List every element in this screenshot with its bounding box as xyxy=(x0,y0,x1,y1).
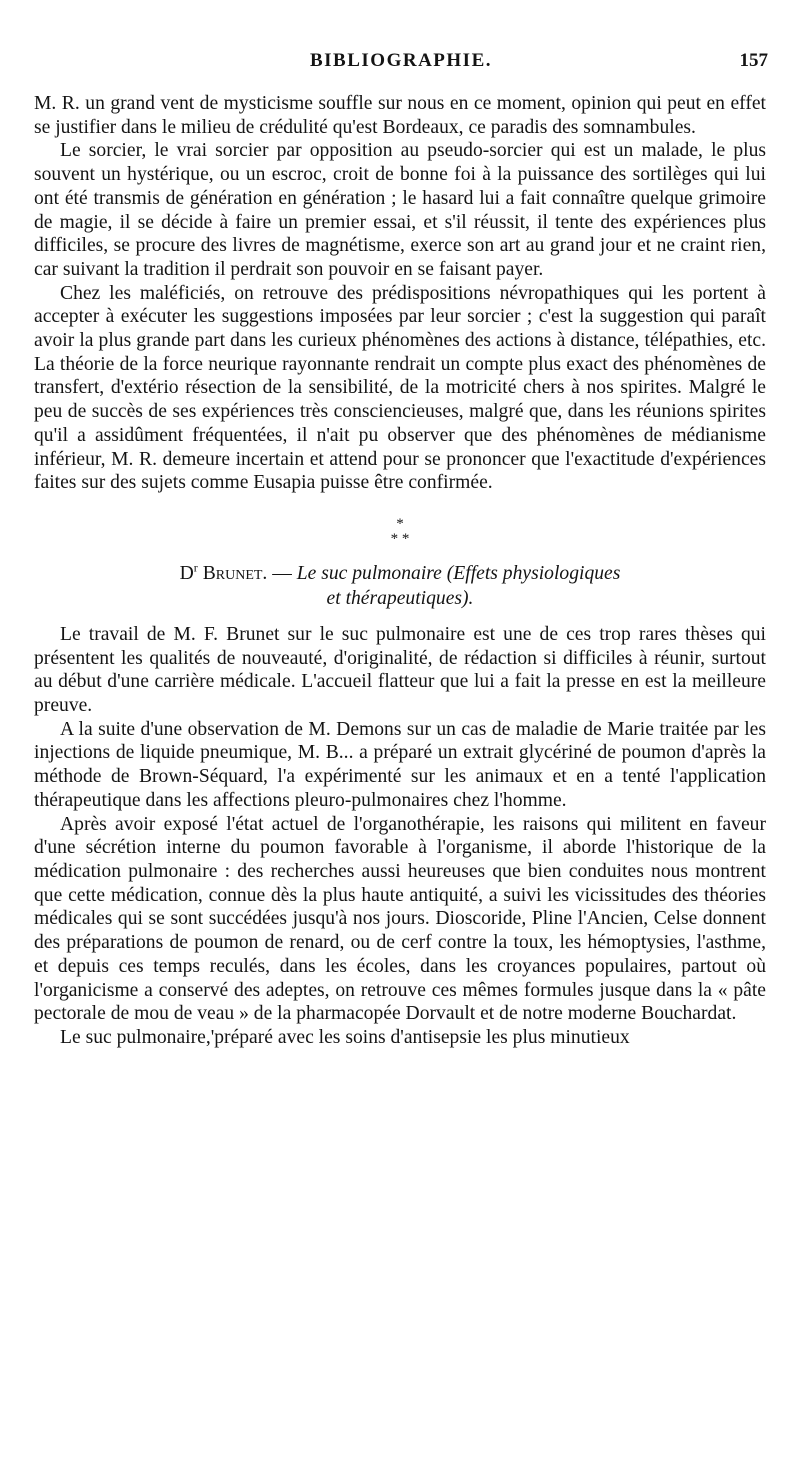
paragraph: Le travail de M. F. Brunet sur le suc pulmonaire est une de ces trop rares thèses qui présentent les qualités de nouveauté, d'originalité, de rédaction si difficiles à réunir, surtout au début d'une carrière médicale. L'accueil flatteur que lui a fait la presse en est la meilleure preuve. xyxy=(34,623,766,717)
paragraph: Le suc pulmonaire,'préparé avec les soins d'antisepsie les plus minutieux xyxy=(60,1026,630,1048)
paragraph: A la suite d'une observation de M. Demons sur un cas de maladie de Marie traitée par les injections de liquide pneumique, M. B... a préparé un extrait glycériné de poumon d'après la méthode de Brown-Séquard, l'a expérimenté sur les animaux et en a tenté l'application thérapeutique dans les affections pleuro-pulmonaires chez l'homme. xyxy=(34,718,766,811)
paragraph: M. R. un grand vent de mysticisme souffle sur nous en ce moment, opinion qui peut en effet se justifier dans le milieu de crédulité qu'est Bordeaux, ce paradis des somnambules. xyxy=(34,93,766,138)
heading-separator: — xyxy=(267,562,297,584)
author-superscript: r xyxy=(193,560,198,575)
paragraph: Chez les maléficiés, on retrouve des prédispositions névropathiques qui les portent à accepter à exécuter les suggestions imposées par leur sorcier ; c'est la suggestion qui paraît avoir la plus grande part dans les curieux phénomènes des actions à distance, télépathies, etc. La théorie de la force neurique rayonnante rendrait un compte plus exact des phénomènes de transfert, d'extério résection de la sensibilité, de la motricité chers à nos spirites. Malgré le peu de succès de ses expériences très consciencieuses, malgré que, dans les réunions spirites qu'il a assidûment fréquentées, il n'ait pu observer que des phénomènes de médianisme inférieur, M. R. demeure incertain et attend pour se prononcer que l'exactitude d'expériences faites sur des sujets comme Eusapia puisse être confirmée. xyxy=(34,282,766,494)
paragraph: Le sorcier, le vrai sorcier par opposition au pseudo-sorcier qui est un malade, le plus souvent un hystérique, ou un escroc, croit de bonne foi à la puissance des sortilèges qui lui ont été transmis de génération en génération ; le hasard lui a fait connaître quelque grimoire de magie, il se décide à faire un premier essai, et s'il réussit, il tente des expériences plus difficiles, se procure des livres de magnétisme, exerce son art au grand jour et ne craint rien, car suivant la tradition il perdrait son pouvoir en se faisant payer. xyxy=(34,140,766,280)
running-head: BIBLIOGRAPHIE. xyxy=(309,50,492,71)
asterism-top: * xyxy=(396,515,404,532)
author-prefix: D xyxy=(179,562,194,584)
review-title-line-2: et thérapeutiques). xyxy=(326,587,474,609)
review-heading-line-1 xyxy=(34,561,766,586)
review-title-line-1: Le suc pulmonaire (Effets physiologiques xyxy=(296,562,621,584)
page-header xyxy=(34,50,768,80)
page-body xyxy=(34,92,766,1050)
review-author: Brunet. xyxy=(202,562,268,584)
paragraph: Après avoir exposé l'état actuel de l'organothérapie, les raisons qui militent en faveur d'une sécrétion interne du poumon favorable à l'organisme, il aborde l'historique de la médication pulmonaire : des recherches aussi heureuses que bien conduites nous montrent que cette médication, connue dès la plus haute antiquité, a suivi les vicissitudes des théories médicales qui se sont succédées jusqu'à nos jours. Dioscoride, Pline l'Ancien, Celse donnent des préparations de poumon de renard, ou de cerf contre la toux, les hémoptysies, l'asthme, et depuis ces temps reculés, dans les écoles, dans les croyances populaires, partout où l'organicisme a conservé des adeptes, on retrouve ces mêmes formules jusque dans la « pâte pectorale de mou de veau » de la pharmacopée Dorvault et de notre moderne Bouchardat. xyxy=(34,813,766,1025)
review-heading xyxy=(34,561,766,611)
page-number: 157 xyxy=(739,50,768,71)
asterism-divider xyxy=(34,517,766,547)
asterism-bottom: * * xyxy=(390,530,410,547)
